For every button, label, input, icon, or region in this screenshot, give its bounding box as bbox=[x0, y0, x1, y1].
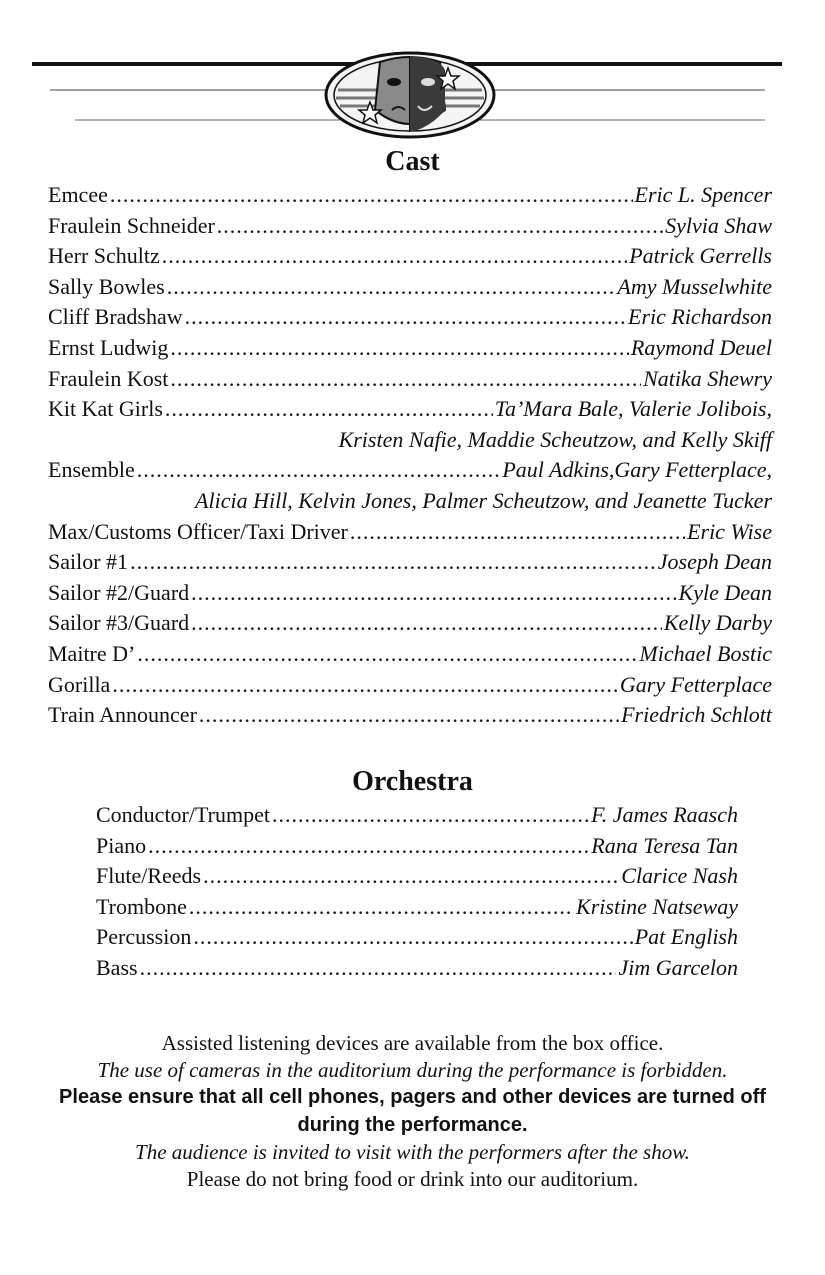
leader-dots bbox=[193, 922, 632, 953]
credit-row bbox=[48, 302, 772, 333]
orchestra-list bbox=[96, 800, 738, 984]
credit-performer: Eric Richardson bbox=[628, 304, 772, 330]
credit-role: Max/Customs Officer/Taxi Driver bbox=[48, 518, 348, 544]
credit-performer: Ta’Mara Bale, Valerie Jolibois, bbox=[494, 396, 772, 422]
credit-row bbox=[48, 272, 772, 303]
leader-dots bbox=[137, 639, 637, 670]
leader-dots bbox=[217, 211, 663, 242]
leader-dots bbox=[130, 547, 656, 578]
credit-row bbox=[96, 861, 738, 892]
credit-role: Gorilla bbox=[48, 671, 111, 697]
visit-notice: The audience is invited to visit with the performers after the show. bbox=[135, 1140, 690, 1164]
leader-dots bbox=[191, 608, 662, 639]
credit-role: Bass bbox=[96, 954, 138, 980]
credit-row bbox=[48, 517, 772, 548]
credit-performer: Eric L. Spencer bbox=[634, 182, 772, 207]
leader-dots bbox=[137, 455, 501, 486]
credit-performer: Clarice Nash bbox=[621, 863, 738, 889]
leader-dots bbox=[199, 700, 619, 731]
credit-role: Maitre D’ bbox=[48, 640, 136, 666]
credit-role: Train Announcer bbox=[48, 702, 197, 728]
leader-dots bbox=[148, 831, 589, 862]
credit-role: Percussion bbox=[96, 924, 192, 950]
credit-performer: Friedrich Schlott bbox=[621, 702, 772, 728]
credit-role: Conductor/Trumpet bbox=[96, 802, 270, 827]
credit-performer: Jim Garcelon bbox=[618, 954, 738, 980]
credit-continuation: Kristen Nafie, Maddie Scheutzow, and Kelly Skiff bbox=[338, 426, 772, 452]
leader-dots bbox=[167, 272, 616, 303]
credit-performer: Eric Wise bbox=[687, 518, 772, 544]
leader-dots bbox=[170, 333, 628, 364]
credit-row bbox=[48, 608, 772, 639]
credit-row bbox=[48, 364, 772, 395]
leader-dots bbox=[189, 892, 574, 923]
credit-performer: F. James Raasch bbox=[591, 802, 738, 827]
leader-dots bbox=[112, 670, 618, 701]
camera-notice: The use of cameras in the auditorium during the performance is forbidden. bbox=[97, 1057, 728, 1082]
credit-performer: Raymond Deuel bbox=[630, 334, 772, 360]
credit-role: Emcee bbox=[48, 182, 108, 207]
credit-role: Kit Kat Girls bbox=[48, 396, 163, 422]
credit-performer: Joseph Dean bbox=[657, 549, 772, 575]
credit-performer: Sylvia Shaw bbox=[665, 212, 772, 238]
leader-dots bbox=[165, 394, 493, 425]
credit-performer: Pat English bbox=[634, 924, 738, 950]
leader-dots bbox=[203, 861, 619, 892]
credit-role: Fraulein Schneider bbox=[48, 212, 215, 238]
credit-role: Piano bbox=[96, 832, 147, 858]
leader-dots bbox=[191, 578, 676, 609]
credit-role: Fraulein Kost bbox=[48, 365, 169, 391]
credit-role: Sailor #3/Guard bbox=[48, 610, 190, 636]
theatre-mask-emblem-icon bbox=[0, 40, 825, 150]
credit-performer: Kyle Dean bbox=[678, 579, 772, 605]
credit-row bbox=[48, 211, 772, 242]
credit-role: Ernst Ludwig bbox=[48, 334, 169, 360]
leader-dots bbox=[162, 241, 627, 272]
cast-title: Cast bbox=[385, 146, 440, 177]
credit-row bbox=[48, 578, 772, 609]
audience-notices bbox=[40, 1030, 785, 1192]
food-notice: Please do not bring food or drink into our auditorium. bbox=[186, 1166, 639, 1191]
credit-performer: Natika Shewry bbox=[643, 365, 772, 391]
header-emblem bbox=[0, 40, 825, 150]
credit-role: Ensemble bbox=[48, 457, 135, 483]
credit-row bbox=[96, 831, 738, 862]
leader-dots bbox=[110, 180, 633, 211]
credit-role: Sailor #1 bbox=[48, 549, 129, 575]
leader-dots bbox=[170, 364, 641, 395]
credit-role: Flute/Reeds bbox=[96, 863, 202, 889]
credit-continuation: Alicia Hill, Kelvin Jones, Palmer Scheutzow, and Jeanette Tucker bbox=[195, 487, 772, 513]
credit-row bbox=[96, 892, 738, 923]
credit-row bbox=[48, 241, 772, 272]
credit-role: Herr Schultz bbox=[48, 243, 160, 269]
leader-dots bbox=[140, 953, 617, 984]
credit-role: Trombone bbox=[96, 893, 187, 919]
credit-row bbox=[48, 547, 772, 578]
credit-row bbox=[48, 670, 772, 701]
credit-performer: Michael Bostic bbox=[639, 640, 772, 666]
credit-row bbox=[96, 953, 738, 984]
phones-notice: Please ensure that all cell phones, pagers and other devices are turned off during the performance. bbox=[59, 1086, 766, 1136]
credit-performer: Patrick Gerrells bbox=[629, 243, 772, 269]
listening-notice: Assisted listening devices are available from the box office. bbox=[161, 1031, 664, 1055]
credit-performer: Kelly Darby bbox=[663, 610, 772, 636]
leader-dots bbox=[185, 302, 626, 333]
credit-performer: Paul Adkins,Gary Fetterplace, bbox=[502, 457, 772, 483]
credit-row bbox=[96, 800, 738, 831]
credit-role: Sally Bowles bbox=[48, 273, 165, 299]
leader-dots bbox=[272, 800, 589, 831]
credit-performer: Kristine Natseway bbox=[576, 893, 738, 919]
credit-row bbox=[48, 333, 772, 364]
cast-list bbox=[48, 180, 772, 731]
credit-row bbox=[48, 180, 772, 211]
credit-performer: Rana Teresa Tan bbox=[591, 832, 738, 858]
credit-performer: Gary Fetterplace bbox=[619, 671, 772, 697]
credit-row bbox=[48, 700, 772, 731]
credit-row bbox=[96, 922, 738, 953]
credit-performer: Amy Musselwhite bbox=[617, 273, 772, 299]
credit-role: Sailor #2/Guard bbox=[48, 579, 190, 605]
leader-dots bbox=[350, 517, 685, 548]
credit-row bbox=[48, 455, 772, 486]
orchestra-title: Orchestra bbox=[352, 766, 473, 797]
credit-row bbox=[48, 639, 772, 670]
credit-role: Cliff Bradshaw bbox=[48, 304, 183, 330]
credit-row bbox=[48, 394, 772, 425]
